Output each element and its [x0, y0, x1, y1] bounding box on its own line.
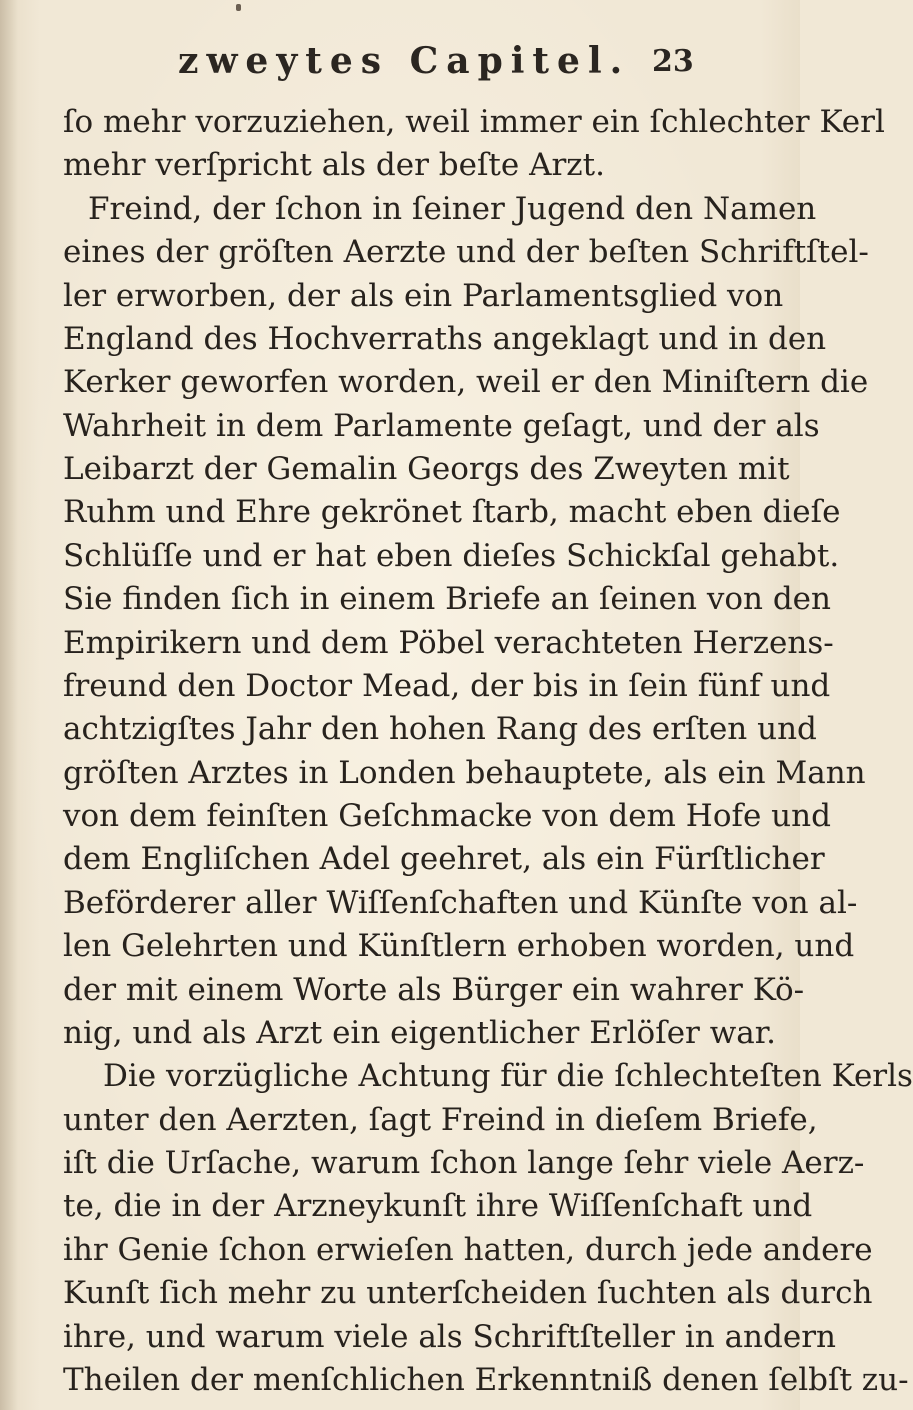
text-line: der mit einem Worte als Bürger ein wahrer Kö-	[63, 972, 805, 1008]
text-line: Kerker geworfen worden, weil er den Miniſtern die	[63, 364, 869, 400]
text-line: eines der gröſten Aerzte und der beſten Schriftſtel-	[63, 234, 869, 270]
text-line: iſt die Urſache, warum ſchon lange ſehr viele Aerz-	[63, 1145, 865, 1181]
text-line: nig, und als Arzt ein eigentlicher Erlöſer war.	[63, 1015, 776, 1051]
text-line: ſo mehr vorzuziehen, weil immer ein ſchlechter Kerl	[63, 104, 885, 140]
text-line: len Gelehrten und Künſtlern erhoben worden, und	[63, 928, 855, 964]
text-line: ihr Genie ſchon erwieſen hatten, durch jede andere	[63, 1232, 873, 1268]
text-line: unter den Aerzten, ſagt Freind in dieſem Briefe,	[63, 1102, 818, 1138]
text-line: gröſten Arztes in Londen behauptete, als ein Mann	[63, 755, 866, 791]
text-line: dem Engliſchen Adel geehret, als ein Fürſtlicher	[63, 841, 825, 877]
running-head: zweytes Capitel.	[178, 40, 631, 82]
text-line: Leibarzt der Gemalin Georgs des Zweyten mit	[63, 451, 790, 487]
text-line: mehr verſpricht als der beſte Arzt.	[63, 147, 605, 183]
paragraph-start-line: Die vorzügliche Achtung für die ſchlechteſten Kerls	[103, 1058, 913, 1094]
text-line: Wahrheit in dem Parlamente geſagt, und der als	[63, 408, 820, 444]
text-line: von dem feinſten Geſchmacke von dem Hofe und	[63, 798, 831, 834]
paragraph-start-line: Freind, der ſchon in ſeiner Jugend den Namen	[88, 191, 817, 227]
text-line: Beförderer aller Wiſſenſchaften und Künſte von al-	[63, 885, 858, 921]
text-line: Empirikern und dem Pöbel verachteten Herzens-	[63, 625, 834, 661]
text-line: Theilen der menſchlichen Erkenntniß denen ſelbſt zu-	[63, 1362, 909, 1398]
page-number: 23	[652, 44, 694, 79]
text-line: te, die in der Arzneykunſt ihre Wiſſenſchaft und	[63, 1188, 813, 1224]
text-line: Ruhm und Ehre gekrönet ſtarb, macht eben dieſe	[63, 494, 841, 530]
text-line: ihre, und warum viele als Schriftſteller in andern	[63, 1319, 836, 1355]
text-line: ler erworben, der als ein Parlamentsglied von	[63, 278, 784, 314]
text-line: Sie finden ſich in einem Briefe an ſeinen von den	[63, 581, 831, 617]
text-line: achtzigſtes Jahr den hohen Rang des erſten und	[63, 711, 817, 747]
text-line: Schlüſſe und er hat eben dieſes Schickſal gehabt.	[63, 538, 840, 574]
text-line: England des Hochverraths angeklagt und in den	[63, 321, 827, 357]
text-line: freund den Doctor Mead, der bis in ſein fünf und	[63, 668, 831, 704]
text-line: Kunſt ſich mehr zu unterſcheiden ſuchten als durch	[63, 1275, 873, 1311]
